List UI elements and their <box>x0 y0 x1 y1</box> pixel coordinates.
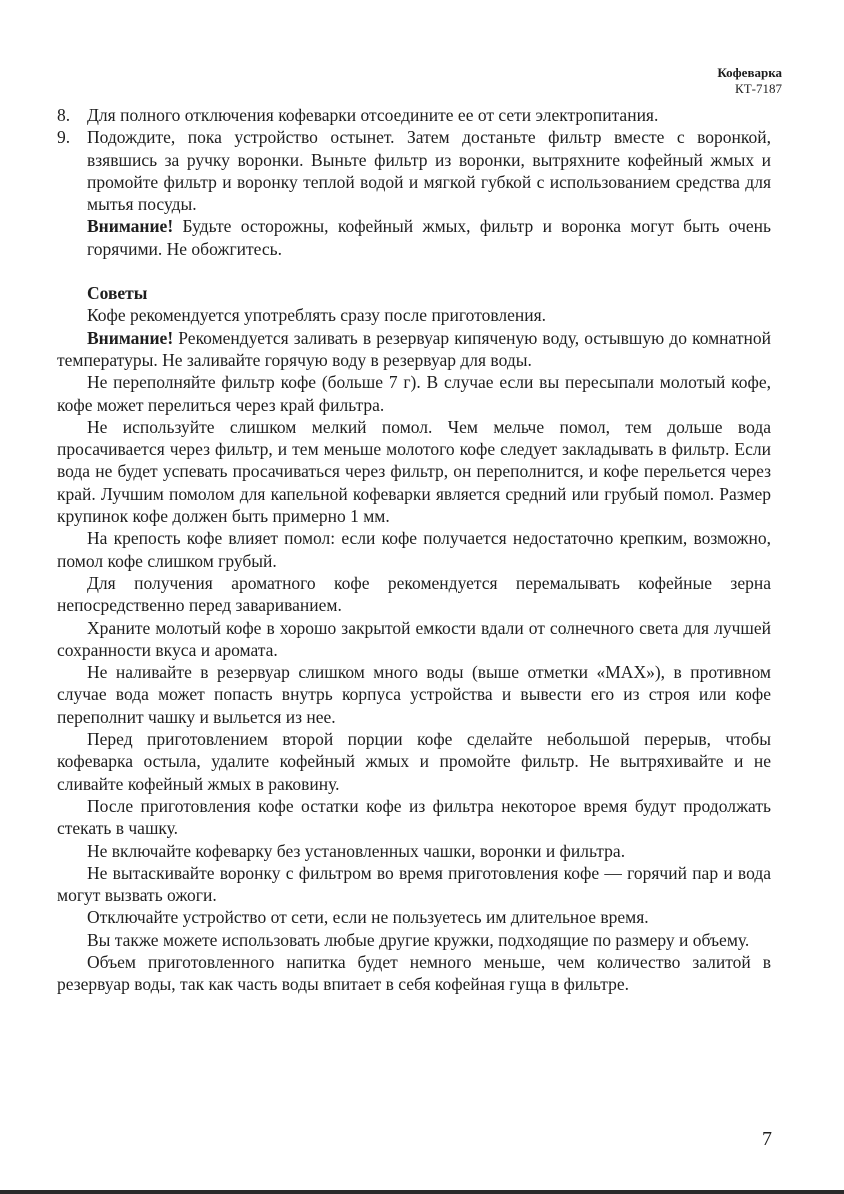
tips-intro: Кофе рекомендуется употреблять сразу после приготовления. <box>87 305 547 326</box>
step-warning <box>57 215 771 260</box>
tip-paragraph: Перед приготовлением второй порции кофе сделайте небольшой перерыв, чтобы кофеварка остыла, удалите кофейный жмых и промойте фильтр. Не вытряхивайте и не сливайте кофейный жмых в раковину. <box>57 729 771 794</box>
step-item <box>57 104 771 126</box>
tip-paragraph: Объем приготовленного напитка будет немного меньше, чем количество залитой в резервуар воды, так как часть воды впитает в себя кофейная гуща в фильтре. <box>57 951 771 995</box>
tips-heading: Советы <box>87 283 148 304</box>
warning-label: Внимание! <box>87 327 174 348</box>
tip-paragraph: Не используйте слишком мелкий помол. Чем мельче помол, тем дольше вода просачивается через фильтр, и тем меньше молотого кофе следует закладывать в фильтр. Если вода не будет успевать просачиваться через фильтр, он переполнится, и кофе перельется через край. Лучшим помолом для капельной кофеварки является средний или грубый помол. Размер крупинок кофе должен быть примерно 1 мм. <box>57 416 771 527</box>
page-number: 7 <box>762 1128 772 1150</box>
tip-paragraph: Не включайте кофеварку без установленных чашки, воронки и фильтра. <box>87 840 626 861</box>
tip-paragraph: Не вытаскивайте воронку с фильтром во время приготовления кофе — горячий пар и вода могут вызвать ожоги. <box>57 862 771 906</box>
header-model: КТ-7187 <box>735 81 782 96</box>
tip-paragraph: Не переполняйте фильтр кофе (больше 7 г). В случае если вы пересыпали молотый кофе, кофе может перелиться через край фильтра. <box>57 372 771 415</box>
step-number: 9. <box>57 127 71 148</box>
tip-paragraph: На крепость кофе влияет помол: если кофе получается недостаточно крепким, возможно, помол кофе слишком грубый. <box>57 528 771 571</box>
bottom-border <box>0 1190 844 1194</box>
step-text: Подождите, пока устройство остынет. Затем достаньте фильтр вместе с воронкой, взявшись за ручку воронки. Выньте фильтр из воронки, вытряхните кофейный жмых и промойте фильтр и воронку теплой водой и мягкой губкой с использованием средства для мытья посуды. <box>87 127 771 215</box>
page-header <box>717 65 782 97</box>
step-number: 8. <box>57 105 71 125</box>
warning-text: Рекомендуется заливать в резервуар кипяченую воду, остывшую до комнатной температуры. Не заливайте горячую воду в резервуар для воды. <box>57 327 771 370</box>
tip-paragraph: Храните молотый кофе в хорошо закрытой емкости вдали от солнечного света для лучшей сохранности вкуса и аромата. <box>57 617 771 660</box>
page-content <box>57 104 771 996</box>
warning-text: Будьте осторожны, кофейный жмых, фильтр и воронка могут быть очень горячими. Не обожгитесь. <box>87 216 771 259</box>
warning-label: Внимание! <box>87 216 174 237</box>
tips-warning <box>57 327 771 372</box>
tip-paragraph: Для получения ароматного кофе рекомендуется перемалывать кофейные зерна непосредственно перед завариванием. <box>57 572 771 616</box>
tip-paragraph: Вы также можете использовать любые другие кружки, подходящие по размеру и объему. <box>87 929 750 950</box>
step-text: Для полного отключения кофеварки отсоедините ее от сети электропитания. <box>87 105 659 125</box>
tip-paragraph: Не наливайте в резервуар слишком много воды (выше отметки «MAX»), в противном случае вода может попасть внутрь корпуса устройства и вывести его из строя или кофе переполнит чашку и выльется из нее. <box>57 662 771 727</box>
step-item <box>57 126 771 215</box>
tip-paragraph: После приготовления кофе остатки кофе из фильтра некоторое время будут продолжать стекать в чашку. <box>57 795 771 839</box>
header-title: Кофеварка <box>717 65 782 80</box>
tip-paragraph: Отключайте устройство от сети, если не пользуетесь им длительное время. <box>87 907 649 928</box>
